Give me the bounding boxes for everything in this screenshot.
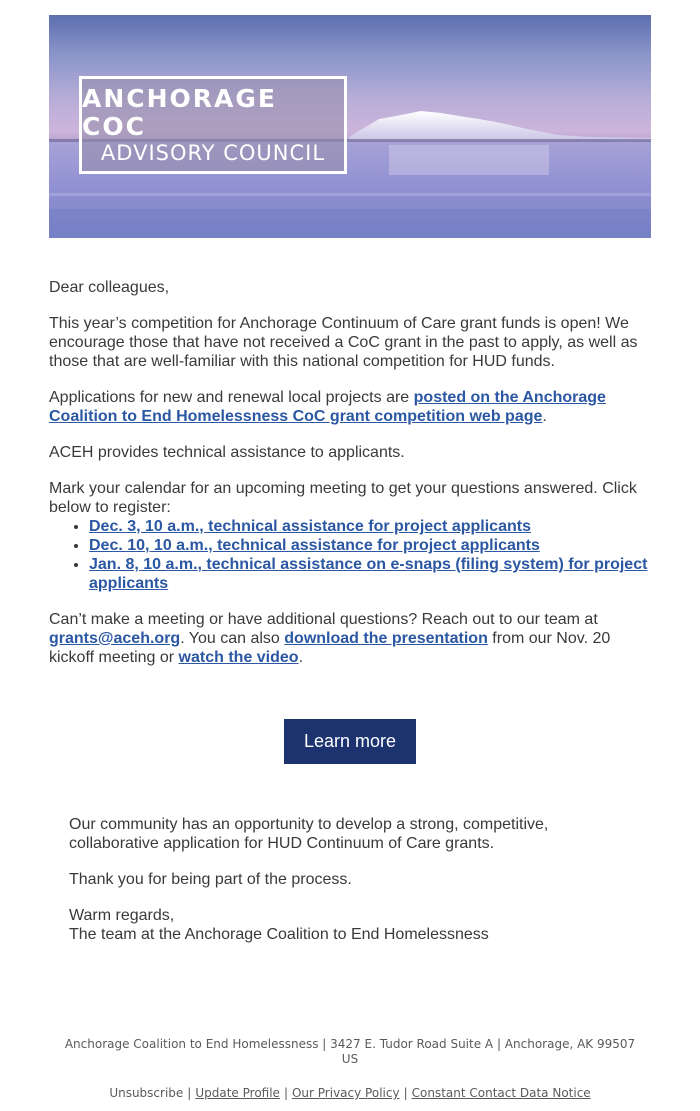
greeting: Dear colleagues, [49, 279, 170, 296]
update-profile-link[interactable]: Update Profile [195, 1086, 280, 1100]
email-link[interactable]: grants@aceh.org [49, 630, 181, 647]
separator: | [187, 1086, 192, 1100]
meeting-link-dec10[interactable]: Dec. 10, 10 a.m., technical assistance for project applicants [89, 537, 540, 554]
thanks-paragraph: Thank you for being part of the process. [69, 871, 352, 888]
data-notice-link[interactable]: Constant Contact Data Notice [411, 1086, 591, 1100]
separator: | [283, 1086, 288, 1100]
meeting-link-dec3[interactable]: Dec. 3, 10 a.m., technical assistance for project applicants [89, 518, 531, 535]
council-logo [79, 76, 347, 174]
signoff-line: Warm regards, [69, 907, 175, 924]
contact-paragraph: Can’t make a meeting or have additional questions? Reach out to our team at grants@aceh.org. You can also download the presentation from our Nov. 20 kickoff meeting or watch the video. [49, 611, 611, 666]
footer-links [60, 1086, 640, 1101]
closing-section [69, 815, 589, 944]
cta-container [0, 719, 700, 764]
signoff [69, 906, 589, 944]
list-item [89, 517, 659, 536]
list-item [89, 536, 659, 555]
calendar-paragraph: Mark your calendar for an upcoming meeting to get your questions answered. Click below to register: [49, 480, 637, 516]
list-item [89, 555, 659, 593]
video-link[interactable]: watch the video [178, 649, 299, 666]
logo-subtitle: ADVISORY COUNCIL [100, 141, 326, 165]
grant-competition-link[interactable]: posted on the Anchorage Coalition to End Homelessness CoC grant competition web page [49, 389, 606, 425]
privacy-policy-link[interactable]: Our Privacy Policy [291, 1086, 400, 1100]
separator: | [403, 1086, 408, 1100]
assistance-paragraph: ACEH provides technical assistance to applicants. [49, 444, 405, 461]
footer-address: Anchorage Coalition to End Homelessness | 3427 E. Tudor Road Suite A | Anchorage, AK 99507 US [64, 1037, 636, 1066]
presentation-link[interactable]: download the presentation [284, 630, 488, 647]
community-paragraph: Our community has an opportunity to develop a strong, competitive, collaborative application for HUD Continuum of Care grants. [69, 816, 549, 852]
intro-paragraph: This year’s competition for Anchorage Continuum of Care grant funds is open! We encourage those that have not received a CoC grant in the past to apply, as well as those that are well-familiar with this national competition for HUD funds. [49, 315, 638, 370]
unsubscribe-link[interactable]: Unsubscribe [109, 1086, 184, 1100]
hero-banner [49, 15, 651, 238]
email-body [49, 278, 659, 684]
meeting-list [49, 517, 659, 593]
learn-more-button[interactable]: Learn more [284, 719, 416, 764]
meeting-link-jan8[interactable]: Jan. 8, 10 a.m., technical assistance on e-snaps (filing system) for project applicants [89, 556, 648, 592]
logo-title: ANCHORAGE COC [82, 84, 277, 141]
signoff-team: The team at the Anchorage Coalition to End Homelessness [69, 926, 489, 943]
applications-paragraph: Applications for new and renewal local projects are posted on the Anchorage Coalition to End Homelessness CoC grant competition web page. [49, 389, 606, 425]
